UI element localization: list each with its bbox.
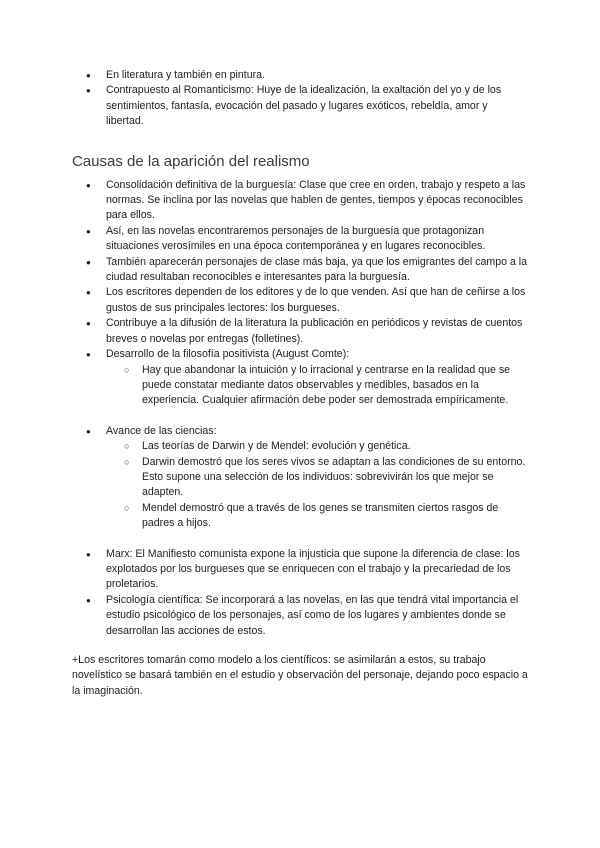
list-item: ● Marx: El Manifiesto comunista expone la injusticia que supone la diferencia de clase: los explotados por los burgueses que se enriquecen con el trabajo y la precariedad de los proletarios. [72, 547, 528, 593]
list-item-label: Desarrollo de la filosofía positivista (August Comte): [106, 348, 350, 361]
list-item: ● También aparecerán personajes de clase más baja, ya que los emigrantes del campo a la ciudad resultaban reconocibles e interesantes para la burguesía. [72, 255, 528, 286]
list-item-sciences [72, 424, 528, 532]
causes-list [72, 178, 528, 409]
list-item: ● Consolidación definitiva de la burguesía: Clase que cree en orden, trabajo y respeto a las normas. Se inclina por las novelas que hablen de gentes, tiempos y épocas reconocibles para ellos. [72, 178, 528, 224]
list-item: ● Contribuye a la difusión de la literatura la publicación en periódicos y revistas de cuentos breves o novelas por entregas (folletines). [72, 316, 528, 347]
sub-list-item: ○ Las teorías de Darwin y de Mendel: evolución y genética. [106, 439, 528, 454]
list-item: ● Contrapuesto al Romanticismo: Huye de la idealización, la exaltación del yo y de los sentimientos, fantasía, evocación del pasado y lugares exóticos, rebeldía, amor y libertad. [72, 83, 528, 129]
list-item: ● Los escritores dependen de los editores y de lo que venden. Así que han de ceñirse a los gustos de sus principales lectores: los burgueses. [72, 285, 528, 316]
sciences-sublist [106, 439, 528, 531]
list-item: ● Psicología científica: Se incorporará a las novelas, en las que tendrá vital importancia el estudio psicológico de los personajes, así como de los lugares y ambientes donde se desarrollan las acciones de estos. [72, 593, 528, 639]
sub-list-item: ○ Darwin demostró que los seres vivos se adaptan a las condiciones de su entorno. Esto supone una selección de los individuos: sobrevivirán los que mejor se adapten. [106, 455, 528, 501]
closing-note: +Los escritores tomarán como modelo a los científicos: se asimilarán a estos, su trabajo novelístico se basará también en el estudio y observación del personaje, dejando poco espacio a la imaginación. [72, 654, 528, 697]
document-body [72, 68, 528, 699]
list-item: ● En literatura y también en pintura. [72, 68, 528, 83]
sciences-list [72, 424, 528, 532]
positivism-sublist [106, 363, 528, 409]
section-heading: Causas de la aparición del realismo [72, 152, 310, 170]
intro-list [72, 68, 528, 130]
sub-list-item: ○ Hay que abandonar la intuición y lo irracional y centrarse en la realidad que se puede constatar mediante datos observables y medibles, basados en la experiencia. Cualquier afirmación debe poder ser demostrada empíricamente. [106, 363, 528, 409]
more-causes-list [72, 547, 528, 639]
list-item: ● Así, en las novelas encontraremos personajes de la burguesía que protagonizan situaciones verosímiles en una época contemporánea y en lugares reconocibles. [72, 224, 528, 255]
list-item-label: Avance de las ciencias: [106, 424, 217, 437]
list-item-positivism [72, 347, 528, 409]
sub-list-item: ○ Mendel demostró que a través de los genes se transmiten ciertos rasgos de padres a hijos. [106, 501, 528, 532]
